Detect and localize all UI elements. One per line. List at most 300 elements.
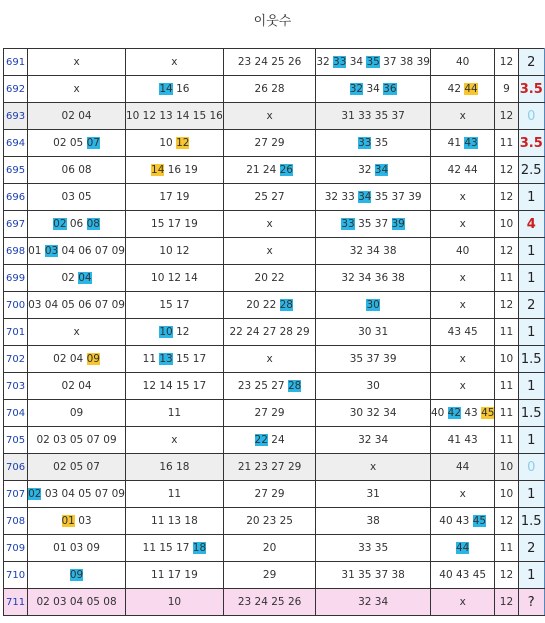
number-text: x <box>459 380 466 392</box>
draw-number-cell: 695 <box>4 157 28 184</box>
range-01-09-cell <box>28 427 126 454</box>
range-30-39-cell <box>316 481 431 508</box>
draw-number-cell: 709 <box>4 535 28 562</box>
range-20-29-cell <box>223 265 315 292</box>
range-10-19-cell <box>125 76 223 103</box>
number-text: 15 17 <box>159 299 190 311</box>
range-40-45-cell <box>430 265 495 292</box>
number-text: 27 29 <box>254 137 285 149</box>
number-text: 15 17 19 <box>151 218 198 230</box>
draw-number-cell: 697 <box>4 211 28 238</box>
range-20-29-cell <box>223 562 315 589</box>
number-text: 04 06 07 09 <box>58 245 125 257</box>
score-cell: 3.5 <box>518 130 544 157</box>
number-text: 11 13 18 <box>151 515 198 527</box>
number-text: 35 <box>371 137 389 149</box>
number-text: 02 03 04 05 08 <box>36 596 117 608</box>
range-01-09-cell <box>28 238 126 265</box>
range-40-45-cell <box>430 184 495 211</box>
highlighted-number: 09 <box>69 569 84 581</box>
number-text: 06 <box>66 218 87 230</box>
range-20-29-cell <box>223 103 315 130</box>
table-row <box>4 292 545 319</box>
number-text: 41 <box>447 137 465 149</box>
number-text: 15 17 <box>172 353 207 365</box>
table-row <box>4 481 545 508</box>
number-text: 21 24 <box>246 164 280 176</box>
draw-number-cell: 699 <box>4 265 28 292</box>
range-10-19-cell <box>125 130 223 157</box>
number-text: 42 44 <box>447 164 478 176</box>
number-text: 30 32 34 <box>349 407 397 419</box>
range-01-09-cell <box>28 184 126 211</box>
range-30-39-cell <box>316 589 431 616</box>
number-text: 02 <box>61 272 79 284</box>
range-30-39-cell <box>316 184 431 211</box>
number-text: 34 <box>363 83 384 95</box>
count-cell: 11 <box>495 319 518 346</box>
number-text: 26 28 <box>254 83 285 95</box>
highlighted-number: 04 <box>78 272 92 284</box>
draw-number-cell: 703 <box>4 373 28 400</box>
highlighted-number: 45 <box>472 515 487 527</box>
number-text: 20 22 <box>254 272 285 284</box>
range-30-39-cell <box>316 292 431 319</box>
range-01-09-cell <box>28 76 126 103</box>
score-cell: 1 <box>518 238 544 265</box>
number-text: 24 <box>267 434 285 446</box>
table-row <box>4 562 545 589</box>
page-title: 이웃수 <box>253 14 292 29</box>
number-text: 02 05 07 <box>53 461 100 473</box>
highlighted-number: 10 <box>159 326 173 338</box>
count-cell: 10 <box>495 481 518 508</box>
highlighted-number: 02 <box>53 218 67 230</box>
range-30-39-cell <box>316 238 431 265</box>
count-cell: 12 <box>495 238 518 265</box>
range-30-39-cell <box>316 211 431 238</box>
number-text: 40 <box>430 407 448 419</box>
table-row <box>4 265 545 292</box>
number-text: 03 04 05 07 09 <box>41 488 125 500</box>
number-text: 11 15 17 <box>142 542 193 554</box>
number-text: 32 34 <box>358 434 389 446</box>
draw-number-cell: 698 <box>4 238 28 265</box>
score-cell: 1 <box>518 427 544 454</box>
range-40-45-cell <box>430 292 495 319</box>
range-10-19-cell <box>125 562 223 589</box>
table-row <box>4 589 545 616</box>
range-20-29-cell <box>223 76 315 103</box>
range-30-39-cell <box>316 76 431 103</box>
range-01-09-cell <box>28 319 126 346</box>
number-text: 11 17 19 <box>151 569 198 581</box>
number-text: 35 37 <box>354 218 392 230</box>
count-cell: 9 <box>495 76 518 103</box>
count-cell: 10 <box>495 211 518 238</box>
number-text: 10 12 13 14 15 16 <box>125 110 223 122</box>
range-01-09-cell <box>28 481 126 508</box>
draw-number-cell: 700 <box>4 292 28 319</box>
highlighted-number: 28 <box>287 380 302 392</box>
number-text: x <box>266 110 273 122</box>
range-30-39-cell <box>316 157 431 184</box>
table-row <box>4 427 545 454</box>
table-row <box>4 157 545 184</box>
number-text: x <box>459 488 466 500</box>
number-text: 03 04 05 06 07 09 <box>28 299 125 311</box>
draw-number-cell: 693 <box>4 103 28 130</box>
count-cell: 12 <box>495 508 518 535</box>
highlighted-number: 14 <box>151 164 165 176</box>
number-text: x <box>459 218 466 230</box>
table-row <box>4 211 545 238</box>
range-30-39-cell <box>316 265 431 292</box>
range-40-45-cell <box>430 238 495 265</box>
count-cell: 12 <box>495 562 518 589</box>
number-text: 32 <box>358 164 375 176</box>
range-01-09-cell <box>28 373 126 400</box>
table-row <box>4 184 545 211</box>
number-text: 34 <box>346 56 367 68</box>
range-01-09-cell <box>28 130 126 157</box>
range-10-19-cell <box>125 454 223 481</box>
number-text: 23 24 25 26 <box>237 596 302 608</box>
number-text: 23 24 25 26 <box>237 56 302 68</box>
range-30-39-cell <box>316 454 431 481</box>
table-row <box>4 130 545 157</box>
highlighted-number: 13 <box>159 353 173 365</box>
range-20-29-cell <box>223 346 315 373</box>
highlighted-number: 34 <box>374 164 389 176</box>
count-cell: 11 <box>495 535 518 562</box>
draw-number-cell: 708 <box>4 508 28 535</box>
number-text: 44 <box>456 461 470 473</box>
range-10-19-cell <box>125 481 223 508</box>
number-text: 40 43 45 <box>439 569 487 581</box>
number-text: 40 <box>456 56 470 68</box>
range-20-29-cell <box>223 130 315 157</box>
range-30-39-cell <box>316 319 431 346</box>
highlighted-number: 36 <box>383 83 397 95</box>
highlighted-number: 18 <box>192 542 207 554</box>
table-row <box>4 454 545 481</box>
draw-number-cell: 705 <box>4 427 28 454</box>
range-10-19-cell <box>125 427 223 454</box>
range-40-45-cell <box>430 454 495 481</box>
range-01-09-cell <box>28 589 126 616</box>
number-text: 12 14 15 17 <box>142 380 207 392</box>
range-01-09-cell <box>28 211 126 238</box>
number-text: 01 03 09 <box>53 542 100 554</box>
number-text: 38 <box>366 515 380 527</box>
number-text: 10 12 <box>159 245 190 257</box>
range-30-39-cell <box>316 427 431 454</box>
score-cell: 1 <box>518 481 544 508</box>
range-30-39-cell <box>316 346 431 373</box>
range-10-19-cell <box>125 319 223 346</box>
number-text: 41 43 <box>447 434 478 446</box>
number-text: 10 <box>159 137 177 149</box>
table-row <box>4 535 545 562</box>
number-text: 02 04 <box>53 353 87 365</box>
range-20-29-cell <box>223 373 315 400</box>
number-text: 27 29 <box>254 488 285 500</box>
range-20-29-cell <box>223 319 315 346</box>
number-text: 30 <box>366 380 380 392</box>
range-01-09-cell <box>28 346 126 373</box>
count-cell: 10 <box>495 346 518 373</box>
score-cell: 4 <box>518 211 544 238</box>
number-text: x <box>459 272 466 284</box>
range-10-19-cell <box>125 211 223 238</box>
number-text: 10 <box>167 596 182 608</box>
count-cell: 11 <box>495 400 518 427</box>
range-40-45-cell <box>430 211 495 238</box>
range-20-29-cell <box>223 211 315 238</box>
highlighted-number: 39 <box>391 218 405 230</box>
range-20-29-cell <box>223 400 315 427</box>
number-text: 02 04 <box>61 110 92 122</box>
number-text: 21 23 27 29 <box>237 461 302 473</box>
number-text: x <box>266 245 273 257</box>
highlighted-number: 14 <box>159 83 173 95</box>
number-text: 17 19 <box>159 191 190 203</box>
draw-number-cell: 696 <box>4 184 28 211</box>
number-text: x <box>459 299 466 311</box>
number-text: 32 34 36 38 <box>341 272 405 284</box>
range-30-39-cell <box>316 562 431 589</box>
score-cell: 2.5 <box>518 157 544 184</box>
range-10-19-cell <box>125 238 223 265</box>
range-20-29-cell <box>223 49 315 76</box>
range-20-29-cell <box>223 454 315 481</box>
range-40-45-cell <box>430 535 495 562</box>
range-40-45-cell <box>430 157 495 184</box>
number-text: 23 25 27 <box>237 380 288 392</box>
score-cell: 1.5 <box>518 346 544 373</box>
number-text: x <box>459 353 466 365</box>
highlighted-number: 44 <box>464 83 478 95</box>
draw-number-cell: 692 <box>4 76 28 103</box>
range-40-45-cell <box>430 76 495 103</box>
number-text: 40 43 <box>439 515 473 527</box>
range-40-45-cell <box>430 103 495 130</box>
range-01-09-cell <box>28 508 126 535</box>
number-text: x <box>171 434 178 446</box>
number-text: 25 27 <box>254 191 285 203</box>
score-cell: 2 <box>518 49 544 76</box>
range-10-19-cell <box>125 157 223 184</box>
range-20-29-cell <box>223 238 315 265</box>
number-text: 30 31 <box>358 326 389 338</box>
range-10-19-cell <box>125 49 223 76</box>
number-text: 20 <box>262 542 277 554</box>
range-10-19-cell <box>125 265 223 292</box>
number-text: 12 <box>172 326 190 338</box>
draw-number-cell: 707 <box>4 481 28 508</box>
score-cell: 1 <box>518 319 544 346</box>
score-cell: 0 <box>518 103 544 130</box>
table-row <box>4 508 545 535</box>
number-text: 31 33 35 37 <box>341 110 405 122</box>
number-text: 09 <box>69 407 84 419</box>
range-01-09-cell <box>28 454 126 481</box>
range-10-19-cell <box>125 346 223 373</box>
highlighted-number: 33 <box>341 218 355 230</box>
draw-number-cell: 691 <box>4 49 28 76</box>
number-text: 43 <box>461 407 482 419</box>
number-text: x <box>266 218 273 230</box>
range-40-45-cell <box>430 319 495 346</box>
number-text: 16 <box>172 83 190 95</box>
range-30-39-cell <box>316 130 431 157</box>
highlighted-number: 07 <box>86 137 100 149</box>
draw-number-cell: 702 <box>4 346 28 373</box>
score-cell: 1 <box>518 562 544 589</box>
draw-number-cell: 706 <box>4 454 28 481</box>
number-text: 32 34 <box>358 596 389 608</box>
highlighted-number: 03 <box>44 245 59 257</box>
highlighted-number: 26 <box>279 164 293 176</box>
score-cell: 1 <box>518 373 544 400</box>
number-text: 37 38 39 <box>379 56 430 68</box>
range-01-09-cell <box>28 157 126 184</box>
range-10-19-cell <box>125 292 223 319</box>
highlighted-number: 01 <box>61 515 75 527</box>
range-10-19-cell <box>125 373 223 400</box>
number-text: 11 <box>167 407 182 419</box>
draw-number-cell: 710 <box>4 562 28 589</box>
score-cell: 0 <box>518 454 544 481</box>
range-10-19-cell <box>125 184 223 211</box>
number-text: 42 <box>447 83 465 95</box>
count-cell: 11 <box>495 130 518 157</box>
number-text: x <box>459 191 466 203</box>
range-30-39-cell <box>316 508 431 535</box>
count-cell: 11 <box>495 427 518 454</box>
range-01-09-cell <box>28 49 126 76</box>
number-text: x <box>459 110 466 122</box>
count-cell: 12 <box>495 589 518 616</box>
count-cell: 11 <box>495 265 518 292</box>
number-text: 27 29 <box>254 407 285 419</box>
number-text: 29 <box>262 569 277 581</box>
draw-number-cell: 711 <box>4 589 28 616</box>
score-cell: 1 <box>518 184 544 211</box>
highlighted-number: 33 <box>358 137 372 149</box>
range-10-19-cell <box>125 535 223 562</box>
highlighted-number: 44 <box>456 542 470 554</box>
table-row <box>4 319 545 346</box>
range-40-45-cell <box>430 49 495 76</box>
draw-number-cell: 701 <box>4 319 28 346</box>
range-20-29-cell <box>223 535 315 562</box>
number-text: x <box>266 353 273 365</box>
range-10-19-cell <box>125 508 223 535</box>
count-cell: 10 <box>495 454 518 481</box>
score-cell: 1.5 <box>518 508 544 535</box>
number-text: x <box>459 596 466 608</box>
highlighted-number: 12 <box>176 137 190 149</box>
number-text: 02 05 <box>53 137 87 149</box>
number-text: 31 <box>366 488 380 500</box>
highlighted-number: 32 <box>349 83 364 95</box>
highlighted-number: 22 <box>254 434 268 446</box>
range-20-29-cell <box>223 427 315 454</box>
draw-number-cell: 704 <box>4 400 28 427</box>
score-cell: 1.5 <box>518 400 544 427</box>
highlighted-number: 43 <box>464 137 478 149</box>
table-row <box>4 76 545 103</box>
range-01-09-cell <box>28 292 126 319</box>
range-40-45-cell <box>430 589 495 616</box>
number-text: 11 <box>142 353 160 365</box>
range-01-09-cell <box>28 265 126 292</box>
number-text: 03 <box>74 515 92 527</box>
number-text: 35 37 39 <box>349 353 397 365</box>
range-40-45-cell <box>430 562 495 589</box>
number-text: 32 <box>316 56 334 68</box>
table-row <box>4 49 545 76</box>
range-10-19-cell <box>125 103 223 130</box>
highlighted-number: 34 <box>358 191 372 203</box>
count-cell: 12 <box>495 49 518 76</box>
range-30-39-cell <box>316 535 431 562</box>
range-40-45-cell <box>430 346 495 373</box>
highlighted-number: 30 <box>366 299 380 311</box>
number-text: 32 33 <box>324 191 359 203</box>
count-cell: 12 <box>495 157 518 184</box>
score-cell: 2 <box>518 535 544 562</box>
count-cell: 11 <box>495 373 518 400</box>
range-40-45-cell <box>430 373 495 400</box>
range-40-45-cell <box>430 481 495 508</box>
highlighted-number: 35 <box>366 56 380 68</box>
highlighted-number: 02 <box>28 488 42 500</box>
number-text: 02 03 05 07 09 <box>36 434 117 446</box>
score-cell: ? <box>518 589 544 616</box>
highlighted-number: 33 <box>333 56 347 68</box>
range-10-19-cell <box>125 400 223 427</box>
number-text: 06 08 <box>61 164 92 176</box>
highlighted-number: 08 <box>86 218 100 230</box>
range-01-09-cell <box>28 535 126 562</box>
range-40-45-cell <box>430 508 495 535</box>
range-01-09-cell <box>28 400 126 427</box>
score-cell: 1 <box>518 265 544 292</box>
number-text: 20 23 25 <box>246 515 293 527</box>
number-text: 43 45 <box>447 326 478 338</box>
range-30-39-cell <box>316 103 431 130</box>
number-text: x <box>73 83 80 95</box>
range-20-29-cell <box>223 292 315 319</box>
neighbor-numbers-table <box>3 48 545 616</box>
range-20-29-cell <box>223 184 315 211</box>
table-row <box>4 346 545 373</box>
number-text: 01 <box>28 245 45 257</box>
highlighted-number: 28 <box>279 299 293 311</box>
range-10-19-cell <box>125 589 223 616</box>
table-row <box>4 400 545 427</box>
range-20-29-cell <box>223 589 315 616</box>
count-cell: 12 <box>495 292 518 319</box>
number-text: x <box>171 56 178 68</box>
range-40-45-cell <box>430 130 495 157</box>
range-30-39-cell <box>316 400 431 427</box>
range-40-45-cell <box>430 427 495 454</box>
count-cell: 12 <box>495 103 518 130</box>
